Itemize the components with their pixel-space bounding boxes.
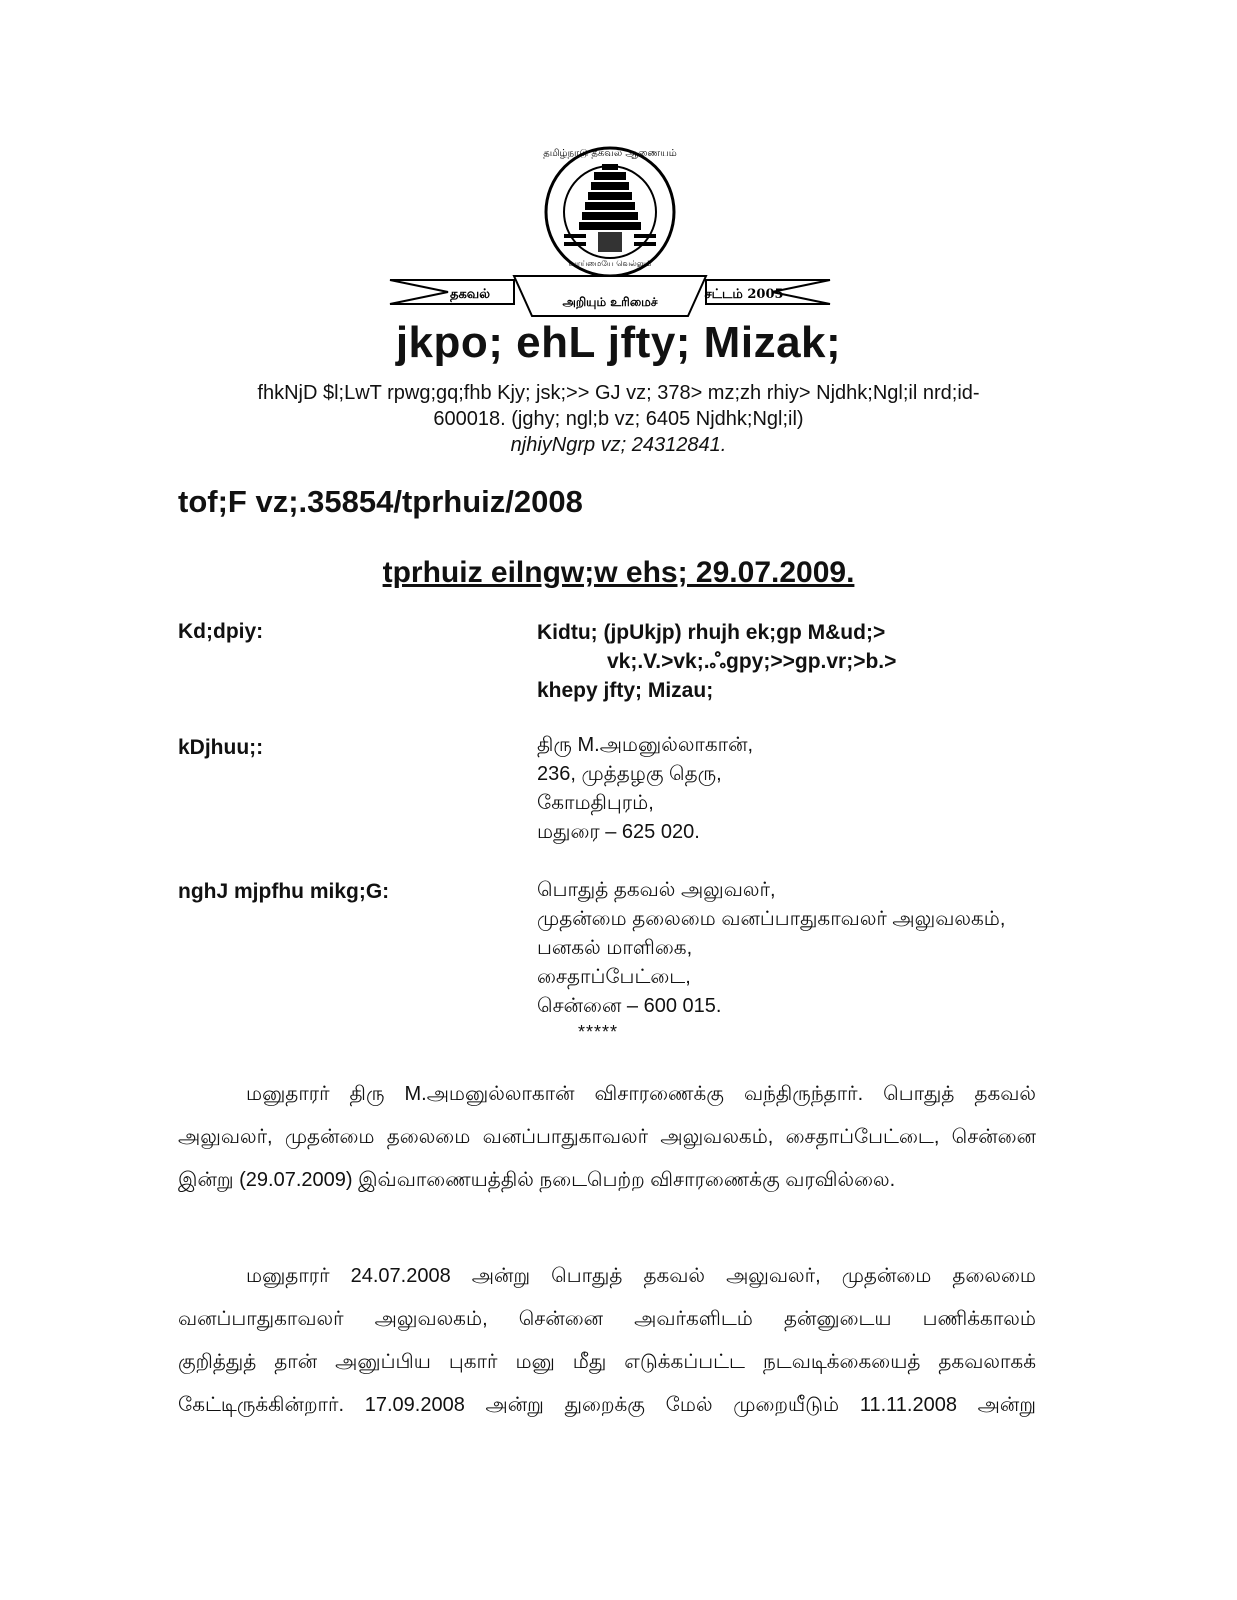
party-value-petitioner (537, 731, 753, 847)
paragraph-line: மனுதாரர் 24.07.2008 அன்று பொதுத் தகவல் அலுவலர், முதன்மை தலைமை (246, 1265, 1036, 1287)
case-number: tof;F vz;.35854/tprhuiz/2008 (178, 484, 583, 519)
party-line: khepy jfty; Mizau; (537, 679, 714, 702)
banner-left-text: தகவல் (449, 287, 491, 302)
party-line: மதுரை – 625 020. (537, 821, 700, 843)
party-line: Kidtu; (jpUkjp) rhujh ek;gp M&ud;> (537, 621, 886, 644)
paragraph-line: குறித்துத் தான் அனுப்பிய புகார் மனு மீது எடுக்கப்பட்ட நடவடிக்கையைத் தகவலாகக் (178, 1351, 1036, 1373)
address-line-2: 600018. (jghy; ngl;b vz; 6405 Njdhk;Ngl;il) (433, 408, 804, 430)
address-line-1: fhkNjD $l;LwT rpwg;gq;fhb Kjy; jsk;>> GJ vz; 378> mz;zh rhiy> Njdhk;Ngl;il nrd;id- (257, 382, 980, 404)
paragraph-line: கேட்டிருக்கின்றார். 17.09.2008 அன்று துறைக்கு மேல் முறையீடும் 11.11.2008 அன்று (178, 1394, 1036, 1416)
party-line: சைதாப்பேட்டை, (537, 966, 691, 988)
party-line: முதன்மை தலைமை வனப்பாதுகாவலர் அலுவலகம், (537, 908, 1006, 930)
party-line: vk;.V.>vk;.ஃgpy;>>gp.vr;>b.> (607, 650, 897, 673)
paragraph-line: மனுதாரர் திரு M.அமனுல்லாகான் விசாரணைக்கு வந்திருந்தார். பொதுத் தகவல் (246, 1083, 1036, 1105)
party-line: பொதுத் தகவல் அலுவலர், (537, 879, 776, 901)
paragraph-1 (178, 1073, 1036, 1202)
party-value-authority (537, 876, 1005, 1021)
party-label-petitioner: kDjhuu;: (178, 736, 264, 759)
emblem-motto: வாய்மையே வெல்லும் (568, 259, 652, 268)
paragraph-line: இன்று (29.07.2009) இவ்வாணையத்தில் நடைபெற்ற விசாரணைக்கு வரவில்லை. (178, 1169, 896, 1191)
paragraph-line: வனப்பாதுகாவலர் அலுவலகம், சென்னை அவர்களிடம் தன்னுடைய பணிக்காலம் (178, 1308, 1036, 1330)
party-label-authority: nghJ mjpfhu mikg;G: (178, 880, 390, 903)
party-line: சென்னை – 600 015. (537, 995, 722, 1017)
separator: ***** (578, 1022, 619, 1042)
commission-emblem (388, 142, 832, 320)
hearing-date: tprhuiz eilngw;w ehs; 29.07.2009. (382, 556, 855, 589)
paragraph-2 (178, 1255, 1036, 1427)
party-line: கோமதிபுரம், (537, 792, 654, 814)
party-line: பனகல் மாளிகை, (537, 937, 693, 959)
party-value-before (537, 618, 896, 705)
banner-center-text: அறியும் உரிமைச் (562, 295, 658, 309)
paragraph-line: அலுவலர், முதன்மை தலைமை வனப்பாதுகாவலர் அலுவலகம், சைதாப்பேட்டை, சென்னை (178, 1126, 1036, 1148)
party-label-before: Kd;dpiy: (178, 620, 264, 643)
commission-title: jkpo; ehL jfty; Mizak; (395, 318, 842, 367)
phone-line: njhiyNgrp vz; 24312841. (510, 434, 727, 456)
party-line: 236, முத்தழகு தெரு, (537, 763, 722, 785)
banner-right-text: சட்டம் 2005 (704, 287, 784, 302)
party-line: திரு M.அமனுல்லாகான், (537, 734, 754, 756)
emblem-ring-text: தமிழ்நாடு தகவல் ஆணையம் (543, 148, 677, 159)
